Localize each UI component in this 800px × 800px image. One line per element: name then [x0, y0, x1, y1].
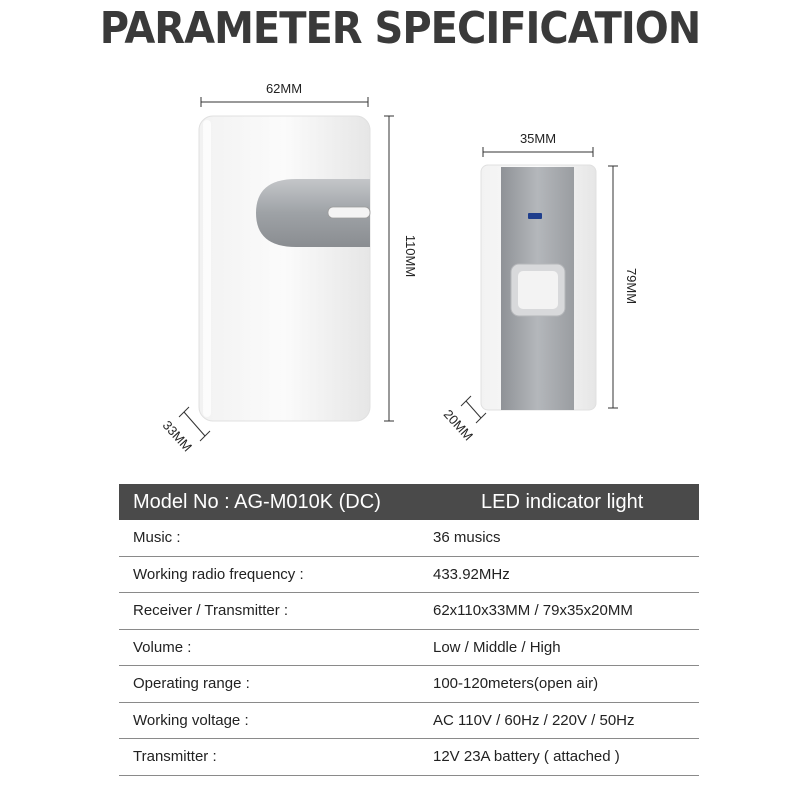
row-label: Music :: [119, 520, 419, 556]
page-title: PARAMETER SPECIFICATION: [99, 4, 701, 54]
product-dimension-figure: [0, 70, 800, 470]
transmitter-depth-dimension: [441, 396, 486, 443]
table-row: [119, 556, 699, 593]
specification-table: [119, 484, 699, 776]
table-row: [119, 702, 699, 739]
transmitter-unit: [481, 165, 596, 410]
led-indicator-icon: [528, 213, 542, 219]
row-value: AC 110V / 60Hz / 220V / 50Hz: [419, 702, 699, 739]
row-label: Receiver / Transmitter :: [119, 593, 419, 630]
row-label: Working radio frequency :: [119, 556, 419, 593]
receiver-width-dimension: [201, 81, 368, 107]
table-row: [119, 629, 699, 666]
receiver-height-label: 110MM: [403, 234, 418, 278]
row-label: Working voltage :: [119, 702, 419, 739]
row-value: 36 musics: [419, 520, 699, 556]
table-row: [119, 593, 699, 630]
receiver-unit: [199, 116, 370, 421]
transmitter-height-label: 79MM: [624, 267, 639, 305]
row-label: Operating range :: [119, 666, 419, 703]
table-row: [119, 739, 699, 776]
row-value: Low / Middle / High: [419, 629, 699, 666]
receiver-depth-label: 33MM: [159, 417, 196, 455]
table-row: [119, 520, 699, 556]
receiver-width-label: 62MM: [265, 81, 303, 96]
model-number: Model No : AG-M010K (DC): [133, 490, 381, 513]
row-value: 100-120meters(open air): [419, 666, 699, 703]
row-label: Volume :: [119, 629, 419, 666]
header-led-indicator: LED indicator light: [481, 490, 644, 513]
transmitter-width-dimension: [483, 131, 593, 157]
row-value: 62x110x33MM / 79x35x20MM: [419, 593, 699, 630]
row-value: 12V 23A battery ( attached ): [419, 739, 699, 776]
transmitter-height-dimension: [608, 166, 639, 408]
receiver-height-dimension: [384, 116, 418, 421]
table-header-row: [119, 484, 699, 520]
transmitter-depth-label: 20MM: [440, 406, 477, 444]
table-row: [119, 666, 699, 703]
transmitter-width-label: 35MM: [519, 131, 557, 146]
row-value: 433.92MHz: [419, 556, 699, 593]
row-label: Transmitter :: [119, 739, 419, 776]
